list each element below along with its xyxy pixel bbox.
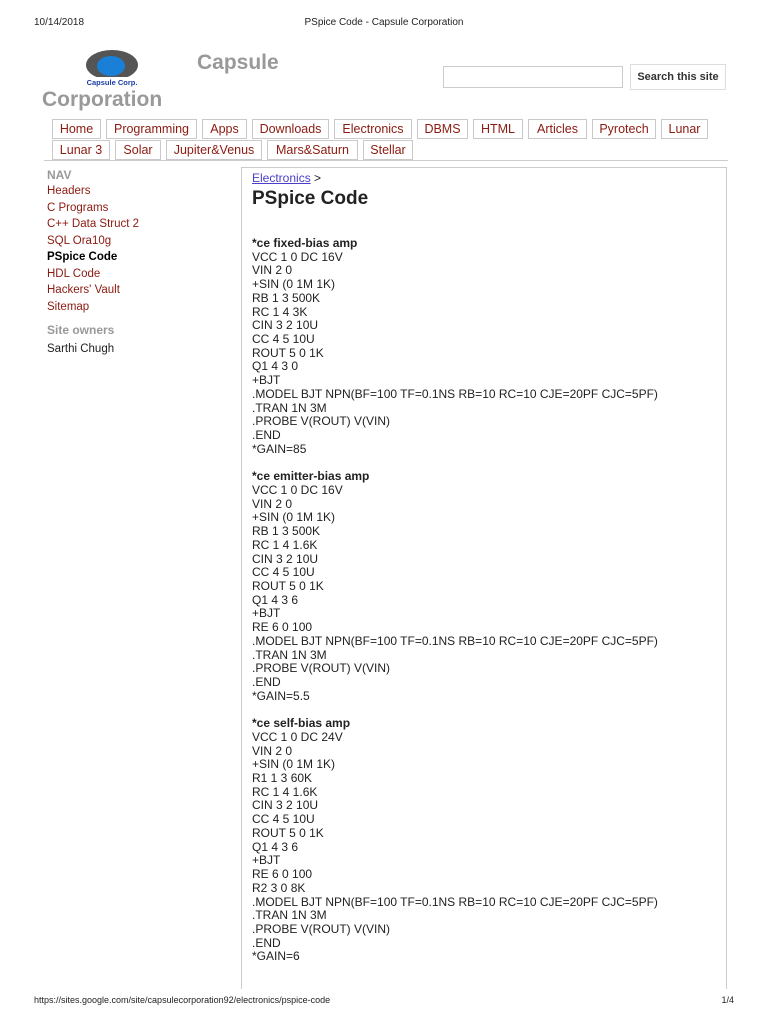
main-content [241,167,727,989]
code-line: VCC 1 0 DC 24V [252,729,343,744]
sidebar-item-pspice-code[interactable]: PSpice Code [47,251,118,263]
code-line: .TRAN 1N 3M [252,400,327,415]
tab-dbms[interactable]: DBMS [417,119,468,139]
code-line: RB 1 3 500K [252,290,321,305]
print-date: 10/14/2018 [34,17,85,28]
sidebar-item-sql-ora10g[interactable]: SQL Ora10g [47,235,112,247]
site-logo[interactable] [82,48,142,88]
code-line: RB 1 3 500K [252,524,321,539]
code-line: .END [252,675,281,689]
code-line: .MODEL BJT NPN(BF=100 TF=0.1NS RB=10 RC=10 CJE=20PF CJC=5PF) [252,894,658,909]
print-page-number: 1/4 [721,995,734,1005]
site-title-line2[interactable]: Corporation [42,88,163,111]
code-line: R2 3 0 8K [252,880,306,895]
block-spacer [252,457,658,471]
tab-solar[interactable]: Solar [115,140,161,160]
code-line: Q1 4 3 6 [252,839,299,854]
code-line: CIN 3 2 10U [252,318,319,333]
code-line: Q1 4 3 6 [252,592,299,607]
code-line: VCC 1 0 DC 16V [252,249,343,264]
tab-html[interactable]: HTML [473,119,523,139]
tab-mars-saturn[interactable]: Mars&Saturn [267,140,358,160]
code-line: RC 1 4 3K [252,304,308,319]
code-line: ROUT 5 0 1K [252,578,324,593]
code-line: CC 4 5 10U [252,332,315,347]
code-line: .END [252,935,281,950]
tab-lunar-3[interactable]: Lunar 3 [52,140,110,160]
search-input[interactable] [443,66,623,88]
code-line: .END [252,428,281,443]
code-line: Q1 4 3 0 [252,359,299,374]
tab-programming[interactable]: Programming [106,119,197,139]
pspice-code-listing [252,237,658,964]
code-line: ROUT 5 0 1K [252,345,324,360]
code-line: RE 6 0 100 [252,620,313,635]
code-line: .PROBE V(ROUT) V(VIN) [252,414,391,429]
code-line: *GAIN=5.5 [252,688,310,703]
tab-apps[interactable]: Apps [202,119,247,139]
code-line: .PROBE V(ROUT) V(VIN) [252,661,391,676]
nav-bar [44,116,728,161]
block-spacer [252,703,658,717]
code-line: VIN 2 0 [252,496,293,511]
code-line: .TRAN 1N 3M [252,647,327,662]
print-title: PSpice Code - Capsule Corporation [304,17,464,28]
tab-pyrotech[interactable]: Pyrotech [592,119,656,139]
breadcrumb [252,171,321,185]
site-title-line1[interactable]: Capsule [197,51,279,74]
tab-articles[interactable]: Articles [528,119,587,139]
code-line: RE 6 0 100 [252,867,313,882]
sidebar-item-hdl-code[interactable]: HDL Code [47,268,101,280]
sidebar-item-hackers-vault[interactable]: Hackers' Vault [47,284,120,296]
code-block-heading: *ce emitter-bias amp [252,469,370,484]
code-line: *GAIN=85 [252,441,307,456]
code-line: *GAIN=6 [252,949,300,964]
code-block-heading: *ce fixed-bias amp [252,236,358,250]
sidebar-item-c-programs[interactable]: C Programs [47,202,109,214]
logo-text: Capsule Corp. [86,78,138,87]
code-line: +SIN (0 1M 1K) [252,277,336,292]
site-owners-heading: Site owners [47,323,115,337]
sidebar-item-sitemap[interactable]: Sitemap [47,301,90,313]
code-line: CC 4 5 10U [252,565,315,580]
tab-stellar[interactable]: Stellar [363,140,413,160]
search-button[interactable]: Search this site [630,64,726,90]
breadcrumb-electronics-link[interactable]: Electronics [252,171,311,185]
code-line: VIN 2 0 [252,263,293,278]
sidebar-item-cpp-data-struct[interactable]: C++ Data Struct 2 [47,218,140,230]
code-line: .TRAN 1N 3M [252,908,327,923]
code-line: +BJT [252,373,281,388]
code-line: CIN 3 2 10U [252,551,319,566]
code-line: ROUT 5 0 1K [252,825,324,840]
code-line: RC 1 4 1.6K [252,537,318,552]
code-line: R1 1 3 60K [252,771,313,786]
print-url: https://sites.google.com/site/capsulecorporation92/electronics/pspice-code [34,995,331,1005]
page-title: PSpice Code [252,188,369,209]
tab-home[interactable]: Home [52,119,101,139]
code-line: CC 4 5 10U [252,812,315,827]
code-line: VCC 1 0 DC 16V [252,482,343,497]
sidebar-item-headers[interactable]: Headers [47,185,91,197]
code-line: VIN 2 0 [252,743,293,758]
tab-electronics[interactable]: Electronics [334,119,412,139]
sidebar-heading: NAV [47,168,72,182]
code-line: +SIN (0 1M 1K) [252,510,336,525]
code-line: .MODEL BJT NPN(BF=100 TF=0.1NS RB=10 RC=10 CJE=20PF CJC=5PF) [252,386,658,401]
tab-downloads[interactable]: Downloads [252,119,329,139]
code-block-heading: *ce self-bias amp [252,716,351,731]
code-line: RC 1 4 1.6K [252,784,318,799]
site-owner-name: Sarthi Chugh [47,343,115,355]
tab-lunar[interactable]: Lunar [661,119,708,139]
breadcrumb-separator: > [314,171,322,185]
code-line: +BJT [252,853,281,868]
code-line: .PROBE V(ROUT) V(VIN) [252,921,391,936]
tab-jupiter-venus[interactable]: Jupiter&Venus [166,140,262,160]
code-line: +SIN (0 1M 1K) [252,757,336,772]
code-line: +BJT [252,606,281,621]
code-line: .MODEL BJT NPN(BF=100 TF=0.1NS RB=10 RC=10 CJE=20PF CJC=5PF) [252,633,658,648]
code-line: CIN 3 2 10U [252,798,319,813]
